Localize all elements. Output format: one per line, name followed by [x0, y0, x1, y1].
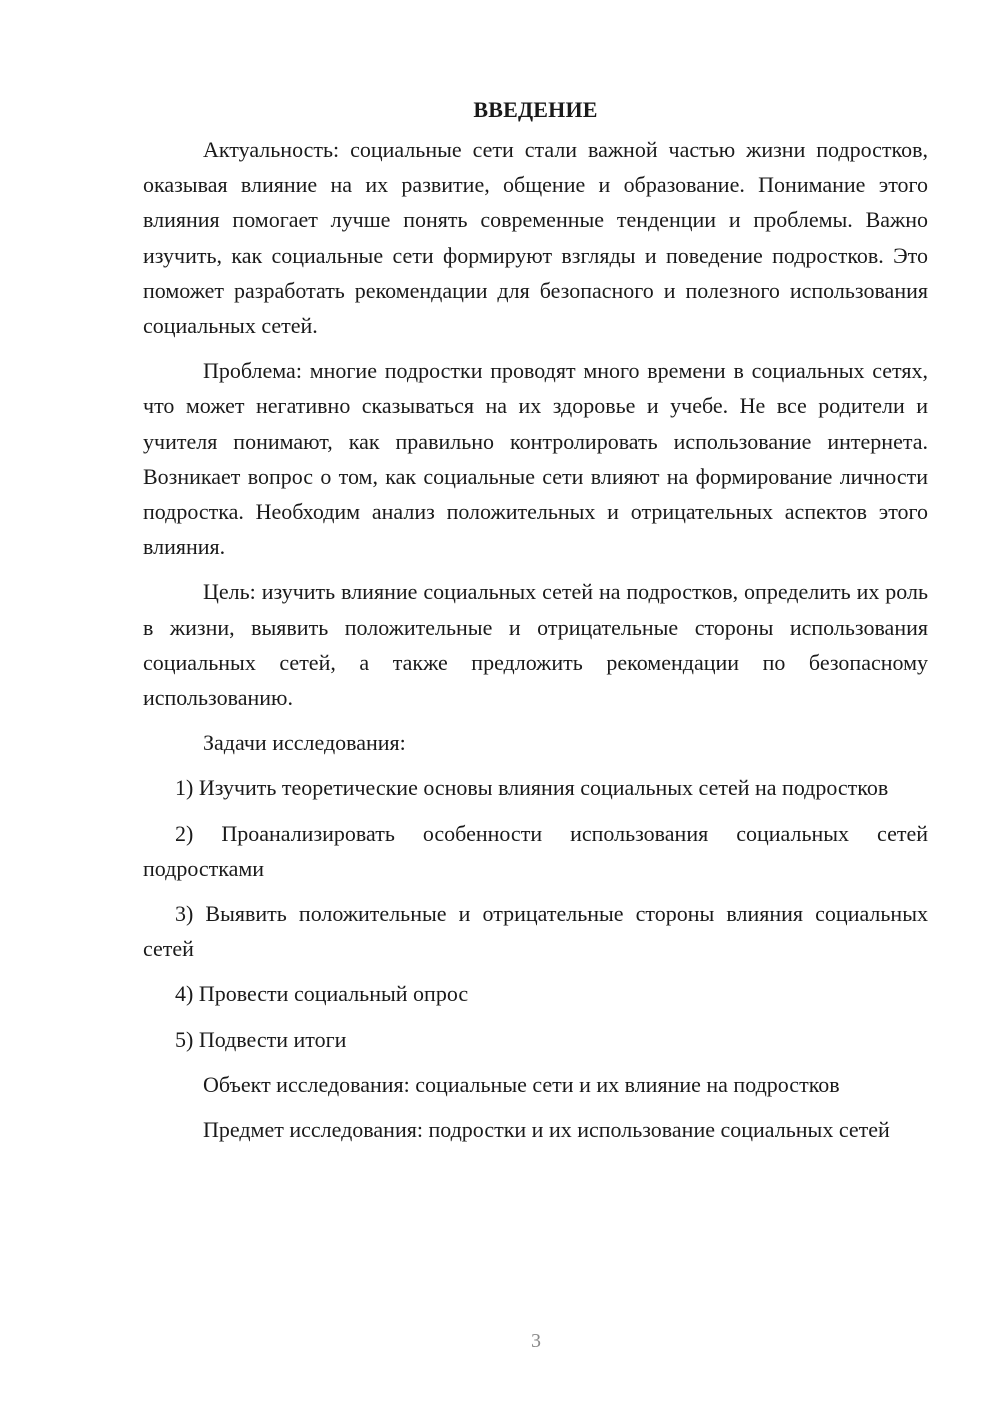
- tasks-list: [143, 770, 928, 1056]
- document-page: [143, 92, 928, 1157]
- goal-paragraph: Цель: изучить влияние социальных сетей на подростков, определить их роль в жизни, выявить положительные и отрицательные стороны использования социальных сетей, а также предложить рекомендации по безопасному использованию.: [143, 579, 928, 711]
- relevance-paragraph: Актуальность: социальные сети стали важной частью жизни подростков, оказывая влияние на их развитие, общение и образование. Понимание этого влияния помогает лучше понять современные тенденции и проблемы. Важно изучить, как социальные сети формируют взгляды и поведение подростков. Это поможет разработать рекомендации для безопасного и полезного использования социальных сетей.: [143, 137, 928, 339]
- task-item: 2) Проанализировать особенности использования социальных сетей подростками: [143, 820, 928, 881]
- problem-paragraph: Проблема: многие подростки проводят много времени в социальных сетях, что может негативно сказываться на их здоровье и учебе. Не все родители и учителя понимают, как правильно контролировать использование интернета. Возникает вопрос о том, как социальные сети влияют на формирование личности подростка. Необходим анализ положительных и отрицательных аспектов этого влияния.: [143, 358, 928, 560]
- task-item: 4) Провести социальный опрос: [175, 981, 469, 1007]
- task-item: 1) Изучить теоретические основы влияния социальных сетей на подростков: [175, 775, 889, 801]
- task-item: 3) Выявить положительные и отрицательные стороны влияния социальных сетей: [143, 901, 928, 962]
- object-paragraph: Объект исследования: социальные сети и их влияние на подростков: [203, 1071, 840, 1097]
- page-title: ВВЕДЕНИЕ: [473, 97, 598, 122]
- tasks-heading: Задачи исследования:: [203, 730, 406, 756]
- subject-paragraph: Предмет исследования: подростки и их использование социальных сетей: [203, 1117, 890, 1143]
- page-number: 3: [531, 1330, 541, 1352]
- task-item: 5) Подвести итоги: [175, 1026, 347, 1052]
